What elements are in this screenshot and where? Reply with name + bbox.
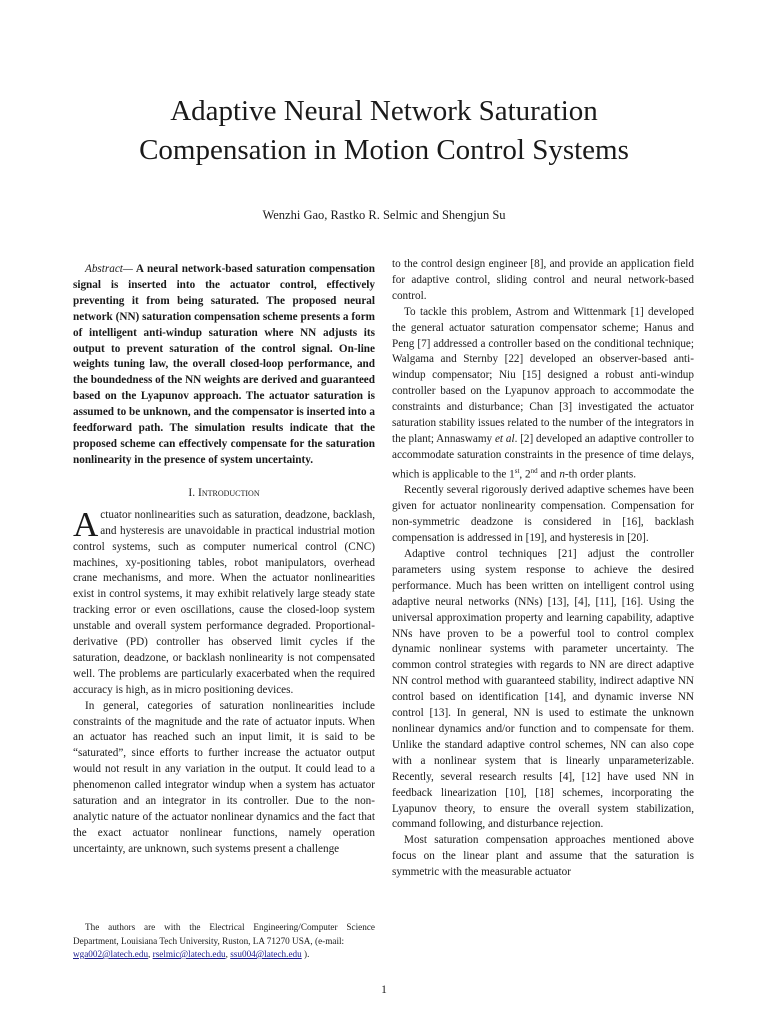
- page-number: 1: [381, 984, 387, 996]
- body-paragraph-adaptive-schemes: Recently several rigorously derived adaptive schemes have been given for actuator nonlinearity compensation. Compensation for non-symmetric deadzone is considered in [16], backlash compensation is addressed in [19], and hysteresis in [20].: [392, 484, 694, 545]
- abstract-label: Abstract—: [85, 263, 133, 275]
- section-heading-introduction: [73, 486, 375, 501]
- body-paragraph-saturation-approaches: Most saturation compensation approaches mentioned above focus on the linear plant and assume that the saturation is symmetric with the measurable actuator: [392, 834, 694, 879]
- paper-title: [0, 92, 768, 170]
- title-line-1: Adaptive Neural Network Saturation: [170, 95, 598, 127]
- email-link-2[interactable]: rselmic@latech.edu: [152, 949, 226, 959]
- abstract: [73, 262, 375, 469]
- drop-cap: A: [73, 504, 99, 544]
- section-number: I.: [188, 486, 196, 499]
- section-title-first-letter: I: [197, 486, 202, 499]
- intro-paragraph-2: In general, categories of saturation nonlinearities include constraints of the magnitude and the rate of actuator inputs. When an actuator has reached such an input limit, it is said to be “saturated”, since efforts to further increase the actuator output would not result in any variation in the output. It could lead to a phenomenon called integrator windup when a system has actuator saturation and an integrator in its controller. Due to the non-analytic nature of the actuator nonlinear dynamics and the fact that the exact actuator nonlinear functions, namely operation uncertainty, are unknown, such systems present a challenge: [73, 699, 375, 855]
- left-column: [73, 262, 375, 858]
- title-line-2: Compensation in Motion Control Systems: [139, 134, 629, 166]
- body-paragraph-continued: to the control design engineer [8], and provide an application field for adaptive control, sliding control and neural network-based control.: [392, 258, 694, 302]
- author-list: Wenzhi Gao, Rastko R. Selmic and Shengjun Su: [262, 208, 506, 222]
- abstract-body: A neural network-based saturation compensation signal is inserted into the actuator control, effectively preventing it from being saturated. The proposed neural network (NN) saturation compensation scheme presents a form of intelligent anti-windup saturation where NN adjusts its output to prevent saturation of the control signal. On-line weights tuning law, the overall closed-loop performance, and the boundedness of the NN weights are derived and guaranteed based on the Lyapunov approach. The actuator saturation is assumed to be unknown, and the compensator is inserted into a feedforward path. The simulation results indicate that the proposed scheme can effectively compensate for the saturation nonlinearity in the presence of system uncertainty.: [73, 263, 375, 466]
- body-paragraph-adaptive-control: Adaptive control techniques [21] adjust the controller parameters using system response to achieve the desired performance. Much has been written on intelligent control using adaptive neural networks (NNs) [13], [4], [11], [16]. Using the universal approximation property and learning capability, adaptive NNs have proven to be a powerful tool to control complex dynamic nonlinear systems with parameter uncertainty. The common control strategies with regards to NN are direct adaptive NN control method with guaranteed stability, indirect adaptive NN control based on identification [14], and dynamic inverse NN control [13]. In general, NN is used to estimate the unknown nonlinear dynamics and/or function and to compensate for them. Unlike the standard adaptive control schemes, NN can also cope with a nonlinear system that is linearly unparameterizable. Recently, several research results [4], [12] have used NN in feedback linearization [10], [18] schemes, incorporating the Lyapunov theory, to ensure the overall system stabilization, command following, and disturbance rejection.: [392, 548, 694, 831]
- right-column: [392, 257, 694, 881]
- intro-paragraph-1-text: ctuator nonlinearities such as saturation, deadzone, backlash, and hysteresis are unavoidable in practical industrial motion control systems, such as computer numerical control (CNC) machines, xy-positioning tables, robot manipulators, overhead crane mechanisms, and more. When the actuator nonlinearities exist in control systems, it may exhibit relatively large steady state tracking error or even oscillations, cause the closed-loop system unstable and overall system performance degraded. Proportional-derivative (PD) controller has observed limit cycles if the saturation, deadzone, or backlash nonlinearity is not compensated well. The problems are particularly exacerbated when the required accuracy is high, as in micro positioning devices.: [73, 508, 375, 696]
- email-link-1[interactable]: wga002@latech.edu: [73, 949, 149, 959]
- body-paragraph-related-work: To tackle this problem, Astrom and Wittenmark [1] developed the general actuator saturation compensator scheme; Hanus and Peng [7] addressed a controller based on the conditional technique; Walgama and Sternby [22] developed an observer-based anti-windup compensator; Niu [15] designed a robust anti-windup controller based on the Lyapunov approach to accommodate the constraints and disturbance; Chan [3] investigated the actuator saturation stability issues related to the number of the integrators in the plant; Annaswamy et al. [2] developed an adaptive controller to accommodate saturation constraints in the presence of time delays, which is applicable to the 1st, 2nd and n-th order plants.: [392, 305, 694, 481]
- section-title-rest: ntroduction: [201, 486, 260, 499]
- author-footnote: The authors are with the Electrical Engineering/Computer Science Department, Louisiana Tech University, Ruston, LA 71270 USA, (e-mail: wga002@latech.edu, rselmic@latech.edu, ssu004@latech.edu ).: [73, 922, 375, 959]
- footnote-end: ).: [304, 949, 310, 959]
- email-link-3[interactable]: ssu004@latech.edu: [230, 949, 302, 959]
- intro-paragraph-1: [73, 504, 375, 699]
- footnote-text: The authors are with the Electrical Engineering/Computer Science Department, Louisiana Tech University, Ruston, LA 71270 USA, (e-mail:: [73, 922, 375, 946]
